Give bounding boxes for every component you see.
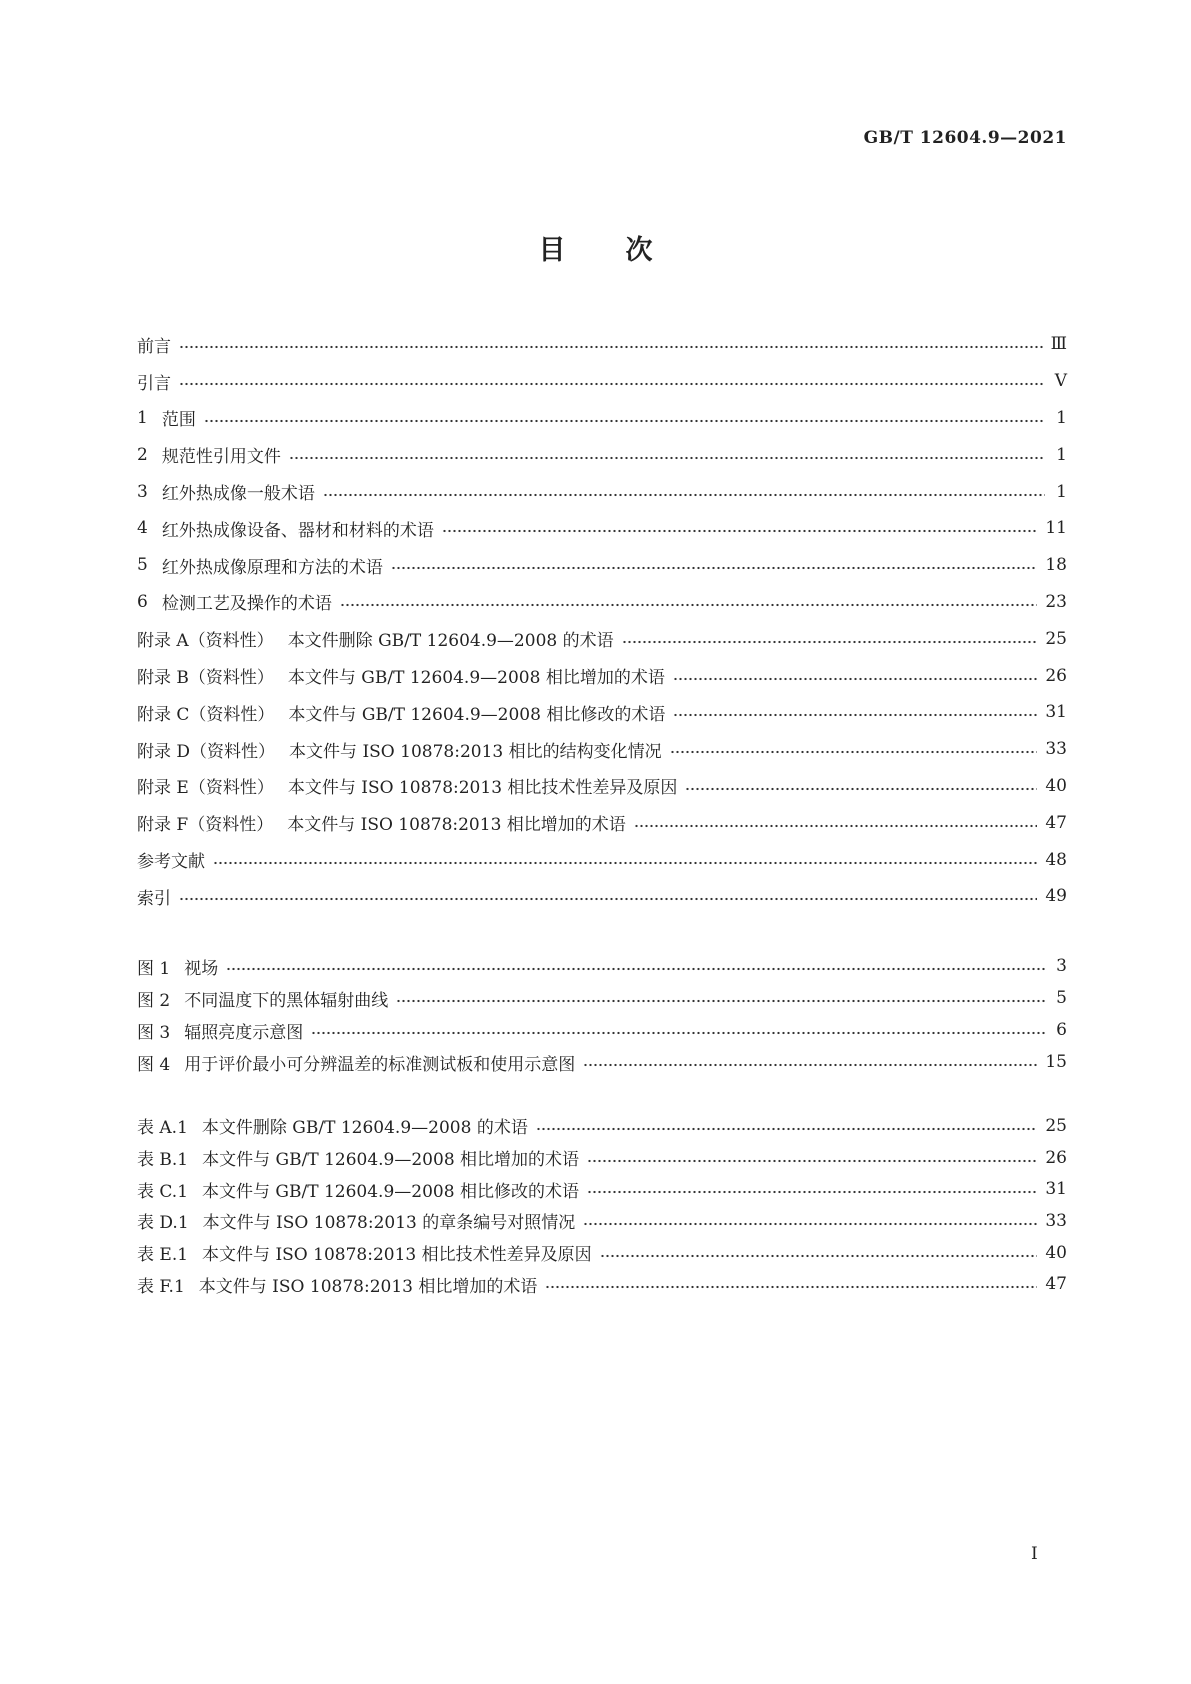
leader-dots bbox=[634, 824, 1038, 828]
title-char: 次 bbox=[625, 235, 653, 266]
toc-entry-page: 18 bbox=[1045, 555, 1067, 576]
leader-dots bbox=[583, 1063, 1037, 1067]
toc-entry[interactable] bbox=[137, 982, 1067, 1014]
toc-entry-page: 33 bbox=[1045, 1210, 1067, 1231]
toc-entry-title: 范围 bbox=[161, 410, 196, 431]
leader-dots bbox=[340, 603, 1038, 607]
leader-dots bbox=[536, 1127, 1038, 1131]
toc-entry-page: 33 bbox=[1045, 739, 1067, 760]
toc-entry-label: 附录 E（资料性） bbox=[137, 778, 274, 799]
toc-entry-title: 红外热成像一般术语 bbox=[161, 484, 315, 505]
toc-entry-label: 图 4 bbox=[137, 1054, 171, 1075]
toc-entry[interactable] bbox=[137, 1110, 1067, 1142]
toc-entry-page: 31 bbox=[1045, 1179, 1067, 1200]
toc-entry-label: 表 E.1 bbox=[137, 1245, 189, 1266]
toc-entry[interactable] bbox=[137, 1173, 1067, 1205]
toc-entry[interactable] bbox=[137, 1014, 1067, 1046]
leader-dots bbox=[289, 456, 1045, 460]
leader-dots bbox=[391, 566, 1038, 570]
toc-entry-label: 表 A.1 bbox=[137, 1118, 188, 1139]
toc-entry-page: Ⅲ bbox=[1050, 334, 1067, 355]
toc-entry-title: 本文件与 ISO 10878:2013 相比技术性差异及原因 bbox=[202, 1245, 592, 1266]
toc-entry-label: 表 F.1 bbox=[137, 1276, 185, 1297]
toc-entry-page: Ⅴ bbox=[1054, 371, 1067, 392]
toc-entry-page: 49 bbox=[1045, 886, 1067, 907]
toc-entry[interactable] bbox=[137, 400, 1067, 437]
toc-entry[interactable] bbox=[137, 620, 1067, 657]
leader-dots bbox=[587, 1190, 1037, 1194]
toc-entry-title: 本文件删除 GB/T 12604.9—2008 的术语 bbox=[287, 631, 614, 652]
toc-entry-label: 6 bbox=[137, 591, 148, 612]
toc-entry[interactable] bbox=[137, 657, 1067, 694]
toc-entry[interactable] bbox=[137, 473, 1067, 510]
toc-entry[interactable] bbox=[137, 1237, 1067, 1269]
leader-dots bbox=[179, 345, 1043, 349]
toc-entry-label: 图 1 bbox=[137, 958, 171, 979]
toc-entry-title: 本文件与 ISO 10878:2013 相比增加的术语 bbox=[287, 815, 626, 836]
leader-dots bbox=[226, 967, 1045, 971]
toc-entry-page: 15 bbox=[1045, 1052, 1067, 1072]
document-code: GB/T 12604.9—2021 bbox=[863, 128, 1067, 148]
leader-dots bbox=[396, 999, 1045, 1003]
toc-entry[interactable] bbox=[137, 1142, 1067, 1174]
leader-dots bbox=[685, 787, 1037, 791]
toc-entry-page: 31 bbox=[1045, 702, 1067, 723]
toc-entry-title: 规范性引用文件 bbox=[161, 447, 281, 468]
toc-entry-title: 本文件与 ISO 10878:2013 相比技术性差异及原因 bbox=[287, 778, 678, 799]
toc-entry[interactable] bbox=[137, 584, 1067, 621]
toc-entry-title: 本文件与 GB/T 12604.9—2008 相比增加的术语 bbox=[202, 1150, 580, 1171]
toc-tables-list bbox=[137, 1110, 1067, 1300]
toc-entry-page: 23 bbox=[1045, 591, 1067, 612]
toc-entry-label: 3 bbox=[137, 481, 148, 502]
toc-entry-title: 本文件与 ISO 10878:2013 相比的结构变化情况 bbox=[289, 741, 662, 762]
toc-entry-title: 辐照亮度示意图 bbox=[184, 1022, 304, 1043]
toc-entry-label: 表 B.1 bbox=[137, 1150, 189, 1171]
toc-entry-page: 26 bbox=[1045, 665, 1067, 686]
toc-entry-label: 1 bbox=[137, 407, 148, 428]
leader-dots bbox=[583, 1222, 1037, 1226]
page-title bbox=[0, 228, 1191, 267]
toc-entry[interactable] bbox=[137, 950, 1067, 982]
toc-entry-label: 附录 C（资料性） bbox=[137, 704, 275, 725]
leader-dots bbox=[670, 750, 1038, 754]
toc-entry-label: 图 3 bbox=[137, 1022, 171, 1043]
leader-dots bbox=[213, 861, 1037, 865]
toc-entry-page: 40 bbox=[1045, 775, 1067, 796]
toc-entry[interactable] bbox=[137, 694, 1067, 731]
toc-entry[interactable] bbox=[137, 363, 1067, 400]
toc-entry-page: 47 bbox=[1045, 812, 1067, 833]
toc-entry[interactable] bbox=[137, 878, 1067, 915]
toc-entry[interactable] bbox=[137, 1268, 1067, 1300]
toc-entry-title: 本文件与 GB/T 12604.9—2008 相比修改的术语 bbox=[288, 704, 666, 725]
toc-entry-title: 本文件与 ISO 10878:2013 相比增加的术语 bbox=[198, 1276, 538, 1297]
toc-entry-page: 48 bbox=[1045, 849, 1067, 870]
title-char: 目 bbox=[538, 235, 566, 266]
leader-dots bbox=[311, 1031, 1045, 1035]
leader-dots bbox=[622, 640, 1038, 644]
toc-entry-label: 4 bbox=[137, 518, 148, 539]
toc-entry-title: 视场 bbox=[184, 958, 219, 979]
toc-entry[interactable] bbox=[137, 547, 1067, 584]
toc-entry-label: 附录 A（资料性） bbox=[137, 631, 274, 652]
leader-dots bbox=[323, 493, 1045, 497]
page-number: I bbox=[1031, 1544, 1038, 1564]
leader-dots bbox=[545, 1285, 1037, 1289]
toc-entry-page: 5 bbox=[1056, 988, 1067, 1008]
toc-entry[interactable] bbox=[137, 1046, 1067, 1078]
toc-entry-page: 26 bbox=[1045, 1147, 1067, 1168]
toc-entry[interactable] bbox=[137, 731, 1067, 768]
toc-entry-page: 1 bbox=[1056, 407, 1067, 428]
toc-entry-title: 用于评价最小可分辨温差的标准测试板和使用示意图 bbox=[184, 1054, 576, 1075]
toc-entry[interactable] bbox=[137, 510, 1067, 547]
toc-entry-title: 前言 bbox=[137, 336, 171, 357]
toc-entry[interactable] bbox=[137, 841, 1067, 878]
toc-entry-page: 25 bbox=[1045, 628, 1067, 649]
toc-entry-page: 40 bbox=[1045, 1242, 1067, 1263]
leader-dots bbox=[442, 529, 1038, 533]
toc-entry-page: 6 bbox=[1056, 1020, 1067, 1040]
toc-entry-title: 本文件与 GB/T 12604.9—2008 相比修改的术语 bbox=[202, 1181, 579, 1202]
toc-entry-title: 引言 bbox=[137, 373, 171, 394]
toc-entry-title: 红外热成像原理和方法的术语 bbox=[161, 557, 383, 578]
toc-entry-title: 本文件删除 GB/T 12604.9—2008 的术语 bbox=[201, 1118, 528, 1139]
toc-entry-title: 本文件与 GB/T 12604.9—2008 相比增加的术语 bbox=[287, 668, 665, 689]
toc-figures-list bbox=[137, 950, 1067, 1078]
toc-entry-title: 红外热成像设备、器材和材料的术语 bbox=[161, 520, 434, 541]
leader-dots bbox=[179, 897, 1037, 901]
toc-entry-page: 1 bbox=[1056, 481, 1067, 502]
leader-dots bbox=[204, 419, 1045, 423]
toc-entry-title: 索引 bbox=[137, 888, 171, 909]
toc-entry-label: 表 C.1 bbox=[137, 1181, 189, 1202]
toc-entry[interactable] bbox=[137, 436, 1067, 473]
leader-dots bbox=[673, 713, 1037, 717]
toc-entry-label: 表 D.1 bbox=[137, 1213, 189, 1234]
toc-entry-page: 3 bbox=[1056, 956, 1067, 976]
toc-entry-label: 5 bbox=[137, 555, 148, 576]
leader-dots bbox=[600, 1254, 1038, 1258]
toc-entry-label: 2 bbox=[137, 444, 148, 465]
toc-entry-label: 附录 B（资料性） bbox=[137, 668, 274, 689]
toc-entry[interactable] bbox=[137, 1205, 1067, 1237]
toc-entry-page: 11 bbox=[1045, 518, 1067, 539]
toc-entry-page: 25 bbox=[1045, 1115, 1067, 1136]
leader-dots bbox=[673, 677, 1038, 681]
toc-main-list bbox=[137, 326, 1067, 915]
toc-entry[interactable] bbox=[137, 768, 1067, 805]
toc-entry-label: 附录 D（资料性） bbox=[137, 741, 276, 762]
leader-dots bbox=[587, 1159, 1037, 1163]
toc-entry-title: 参考文献 bbox=[137, 852, 205, 873]
toc-entry[interactable] bbox=[137, 326, 1067, 363]
leader-dots bbox=[179, 382, 1045, 386]
toc-entry-title: 本文件与 ISO 10878:2013 的章条编号对照情况 bbox=[202, 1213, 576, 1234]
toc-entry-label: 图 2 bbox=[137, 990, 171, 1011]
toc-entry[interactable] bbox=[137, 804, 1067, 841]
toc-entry-page: 47 bbox=[1045, 1274, 1067, 1295]
toc-entry-page: 1 bbox=[1056, 444, 1067, 465]
toc-entry-title: 不同温度下的黑体辐射曲线 bbox=[184, 990, 389, 1011]
toc-entry-label: 附录 F（资料性） bbox=[137, 815, 274, 836]
toc-entry-title: 检测工艺及操作的术语 bbox=[161, 594, 332, 615]
